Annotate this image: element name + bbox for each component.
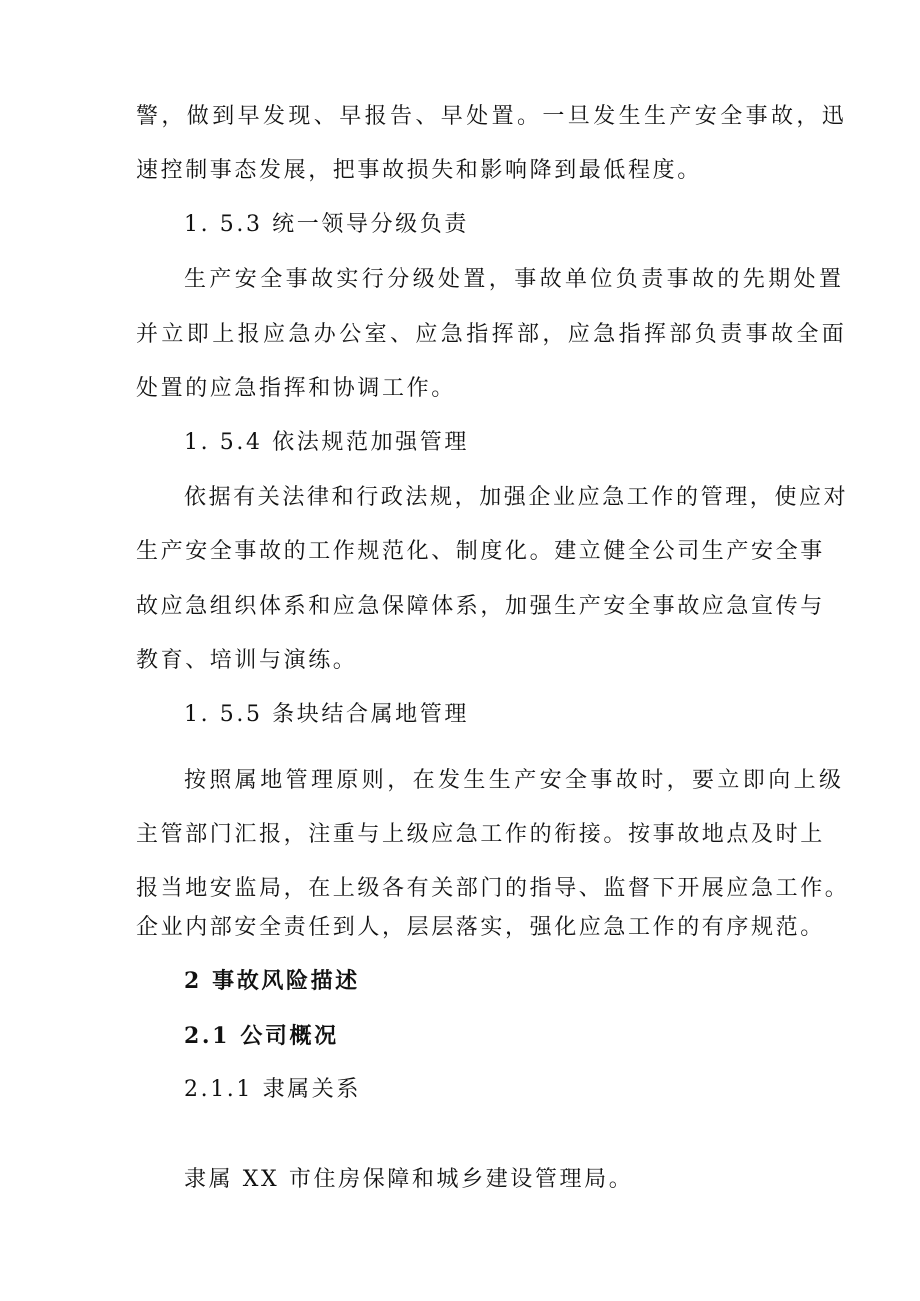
section-heading-2-1: 2.1 公司概况 (184, 1023, 339, 1049)
subsection-heading-2-1-1: 2.1.1 隶属关系 (184, 1077, 361, 1102)
paragraph-line: 按照属地管理原则，在发生生产安全事故时，要立即向上级 (184, 768, 845, 793)
paragraph-line: 隶属 XX 市住房保障和城乡建设管理局。 (184, 1167, 634, 1192)
paragraph-line: 生产安全事故实行分级处置，事故单位负责事故的先期处置 (184, 267, 845, 292)
section-heading-1-5-5: 1. 5.5 条块结合属地管理 (184, 702, 469, 727)
chapter-heading-2: 2 事故风险描述 (184, 968, 360, 994)
paragraph-line: 生产安全事故的工作规范化、制度化。建立健全公司生产安全事 (136, 539, 825, 564)
paragraph-line: 故应急组织体系和应急保障体系，加强生产安全事故应急宣传与 (136, 594, 825, 619)
section-heading-1-5-4: 1. 5.4 依法规范加强管理 (184, 430, 469, 455)
paragraph-line: 并立即上报应急办公室、应急指挥部，应急指挥部负责事故全面 (136, 322, 848, 347)
paragraph-line: 主管部门汇报，注重与上级应急工作的衔接。按事故地点及时上 (136, 822, 825, 847)
paragraph-line: 企业内部安全责任到人，层层落实，强化应急工作的有序规范。 (136, 915, 825, 940)
paragraph-line: 报当地安监局，在上级各有关部门的指导、监督下开展应急工作。 (136, 876, 850, 901)
paragraph-line: 警，做到早发现、早报告、早处置。一旦发生生产安全事故，迅 (136, 104, 848, 129)
paragraph-line: 处置的应急指挥和协调工作。 (136, 376, 456, 401)
paragraph-line: 速控制事态发展，把事故损失和影响降到最低程度。 (136, 158, 702, 183)
paragraph-line: 教育、培训与演练。 (136, 648, 358, 673)
section-heading-1-5-3: 1. 5.3 统一领导分级负责 (184, 212, 469, 237)
paragraph-line: 依据有关法律和行政法规，加强企业应急工作的管理，使应对 (184, 485, 849, 510)
